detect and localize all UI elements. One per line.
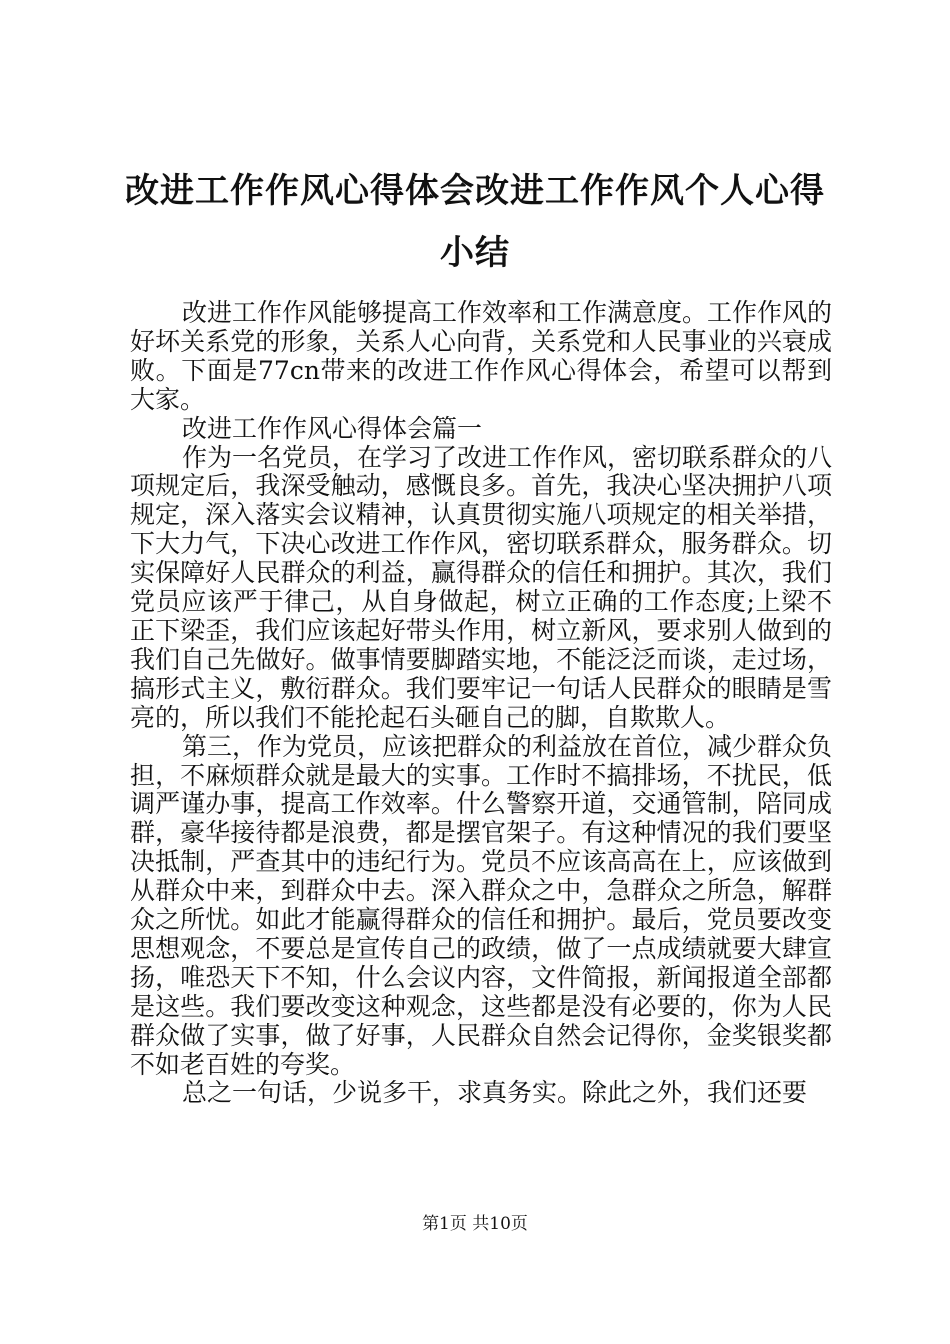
- body-paragraph-1: 作为一名党员，在学习了改进工作作风，密切联系群众的八项规定后，我深受触动，感慨良多。首先，我决心坚决拥护八项规定，深入落实会议精神，认真贯彻实施八项规定的相关举措，下大力气，下决心改进工作作风，密切联系群众，服务群众。切实保障好人民群众的利益，赢得群众的信任和拥护。其次，我们党员应该严于律己，从自身做起，树立正确的工作态度;上梁不正下梁歪，我们应该起好带头作用，树立新风，要求别人做到的我们自己先做好。做事情要脚踏实地，不能泛泛而谈，走过场，搞形式主义，敷衍群众。我们要牢记一句话人民群众的眼睛是雪亮的，所以我们不能抡起石头砸自己的脚，自欺欺人。: [130, 442, 833, 732]
- body-paragraph-2: 第三，作为党员，应该把群众的利益放在首位，减少群众负担，不麻烦群众就是最大的实事。工作时不搞排场，不扰民，低调严谨办事，提高工作效率。什么警察开道，交通管制，陪同成群，豪华接待都是浪费，都是摆官架子。有这种情况的我们要坚决抵制，严查其中的违纪行为。党员不应该高高在上，应该做到从群众中来，到群众中去。深入群众之中，急群众之所急，解群众之所忧。如此才能赢得群众的信任和拥护。最后，党员要改变思想观念，不要总是宣传自己的政绩，做了一点成绩就要大肆宣扬，唯恐天下不知，什么会议内容，文件简报，新闻报道全部都是这些。我们要改变这种观念，这些都是没有必要的，你为人民群众做了实事，做了好事，人民群众自然会记得你，金奖银奖都不如老百姓的夸奖。: [130, 731, 833, 1079]
- document-title: 改进工作作风心得体会改进工作作风个人心得小结: [125, 171, 825, 273]
- body-paragraph-3: 总之一句话，少说多干，求真务实。除此之外，我们还要: [182, 1078, 808, 1108]
- document-body: [130, 299, 832, 1108]
- page-footer: 第1页 共10页: [422, 1214, 528, 1234]
- section-heading: 改进工作作风心得体会篇一: [182, 413, 483, 443]
- intro-paragraph: 改进工作作风能够提高工作效率和工作满意度。工作作风的好坏关系党的形象，关系人心向背，关系党和人民事业的兴衰成败。下面是77cn带来的改进工作作风心得体会，希望可以帮到大家。: [130, 298, 833, 414]
